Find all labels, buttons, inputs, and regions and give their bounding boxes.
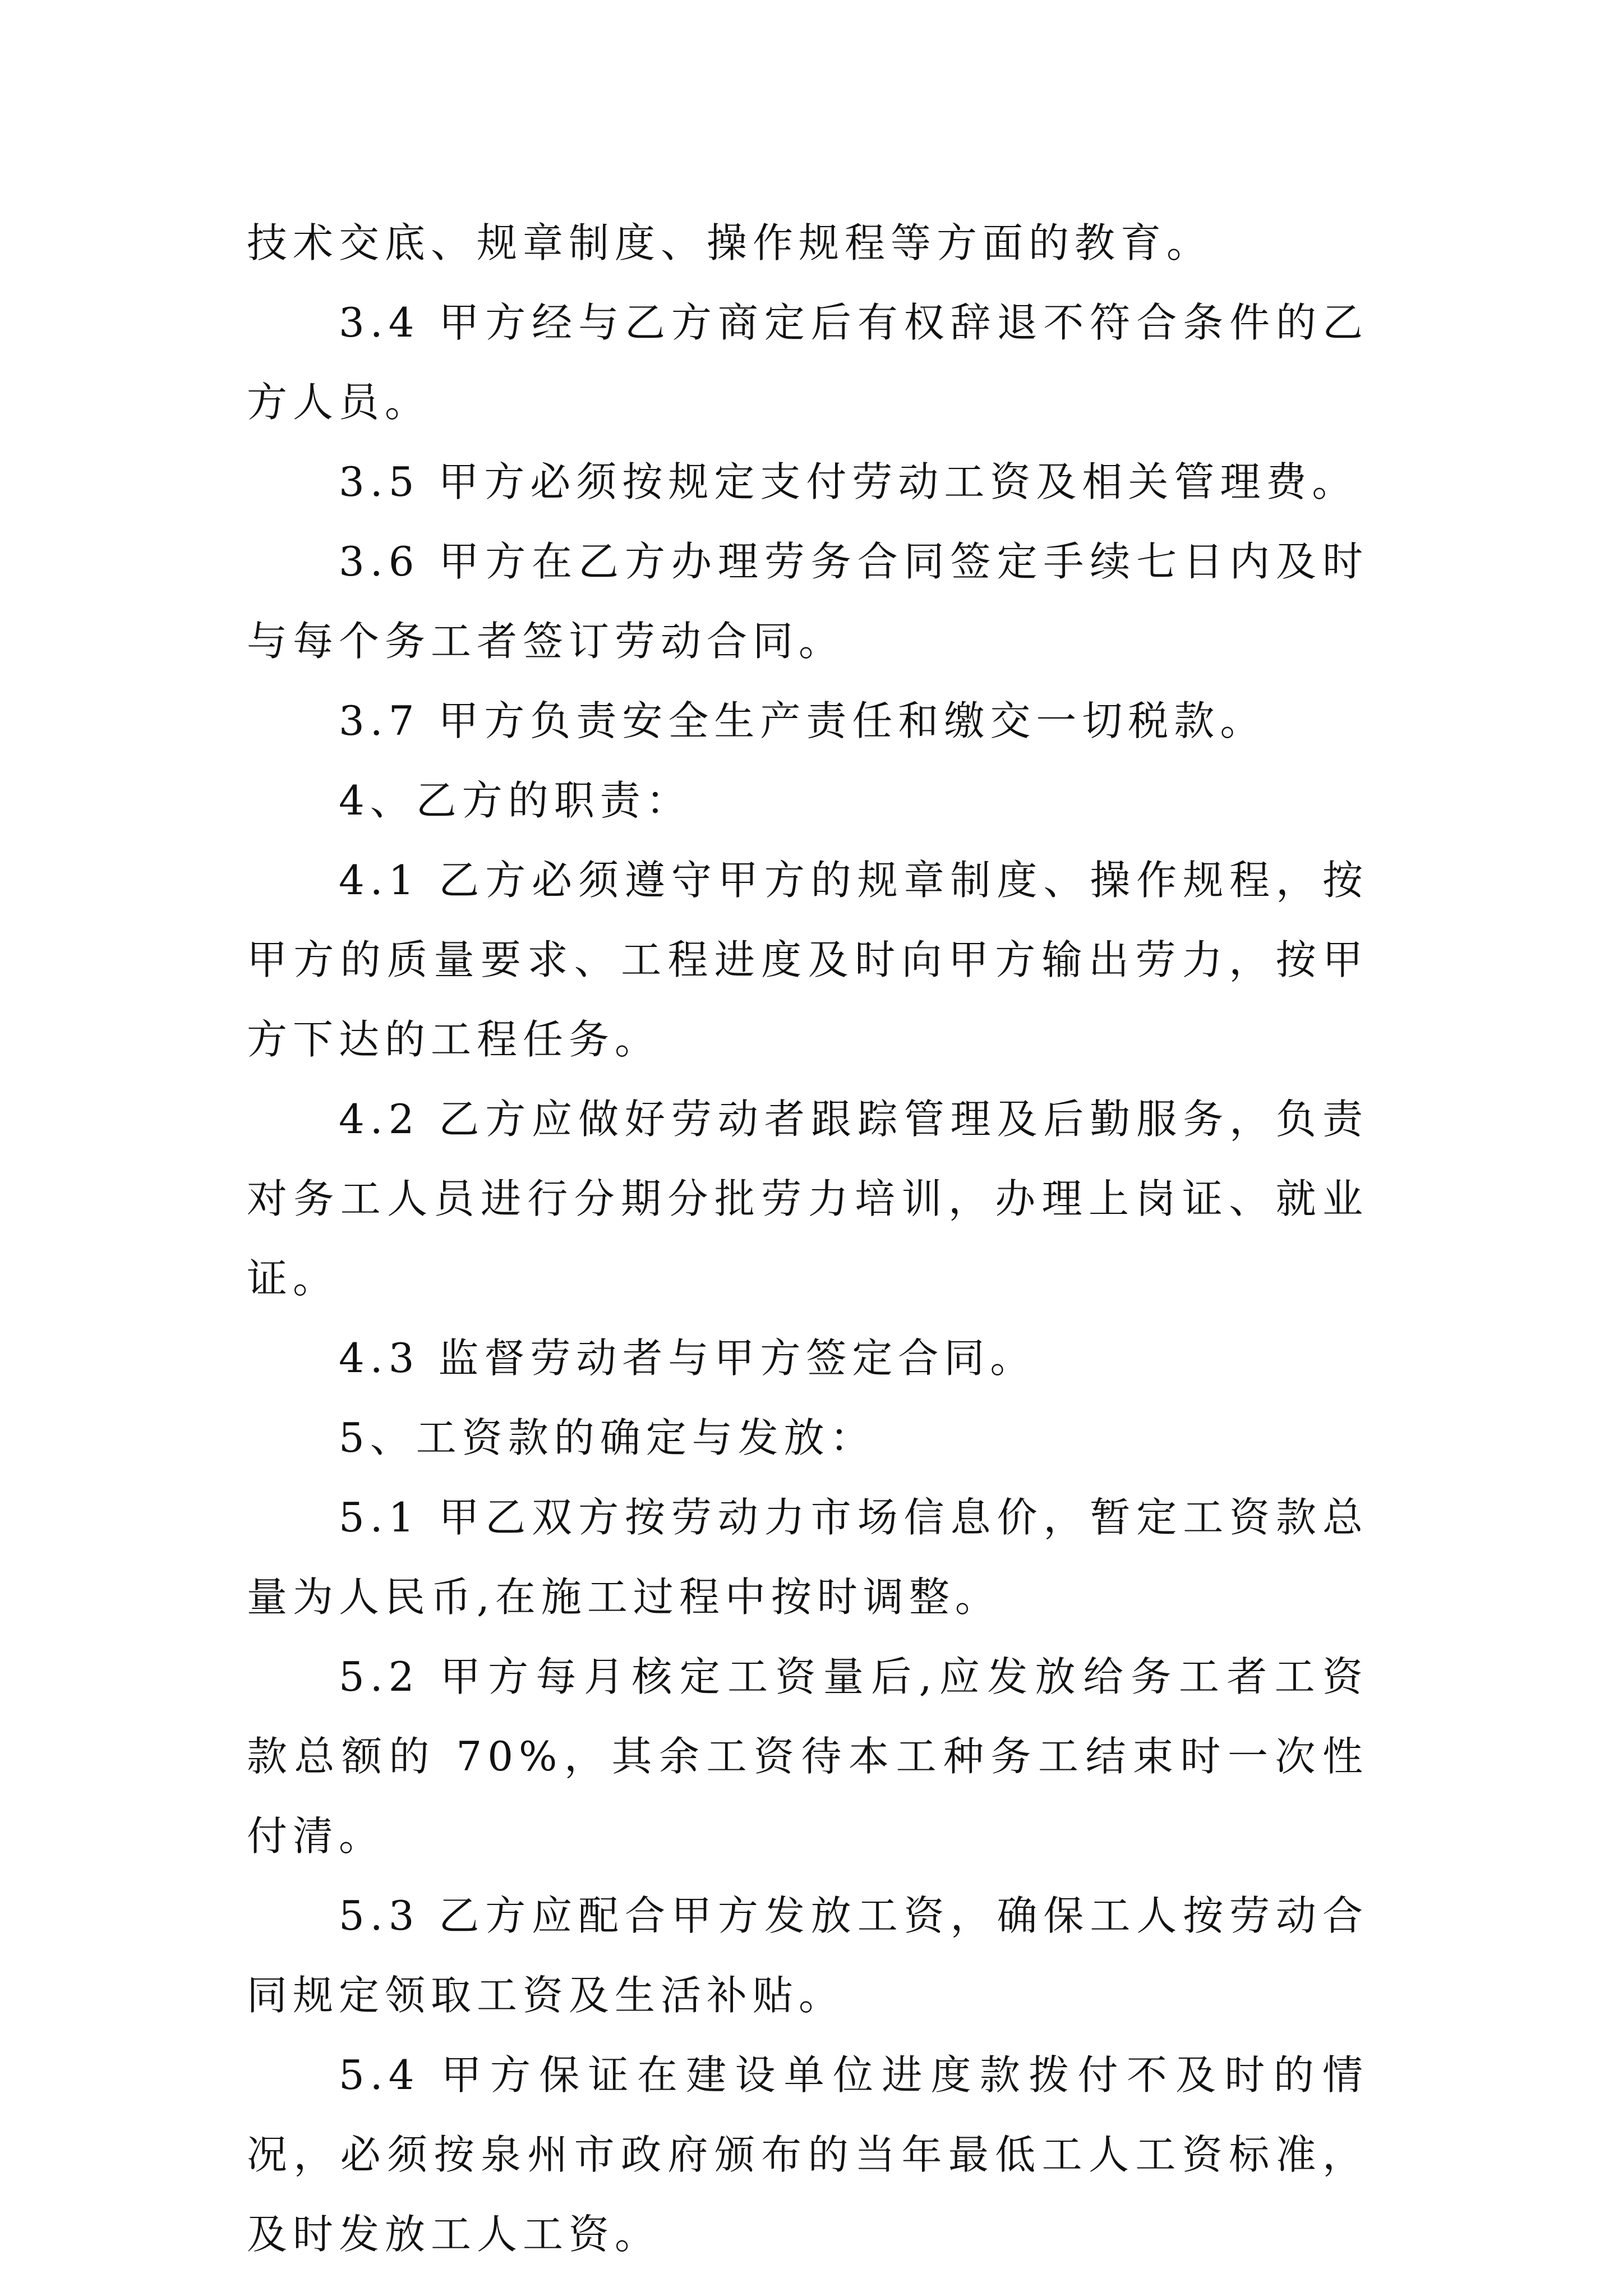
section-heading-4: 4、乙方的职责： — [339, 777, 692, 824]
paragraph-4-2: 4.2 乙方应做好劳动者跟踪管理及后勤服务，负责对务工人员进行分期分批劳力培训，办理上岗证、就业证。 — [247, 1096, 1368, 1302]
paragraph-4-3: 4.3 监督劳动者与甲方签定合同。 — [339, 1335, 1036, 1382]
paragraph-5-3: 5.3 乙方应配合甲方发放工资，确保工人按劳动合同规定领取工资及生活补贴。 — [247, 1892, 1368, 2019]
paragraph-5-4: 5.4 甲方保证在建设单位进度款拨付不及时的情况，必须按泉州市政府颁布的当年最低工人工资标准，及时发放工人工资。 — [247, 2051, 1368, 2258]
document-body — [247, 203, 1368, 2274]
paragraph-3-6: 3.6 甲方在乙方办理劳务合同签定手续七日内及时与每个务工者签订劳动合同。 — [247, 538, 1368, 665]
paragraph-3-7: 3.7 甲方负责安全生产责任和缴交一切税款。 — [339, 697, 1266, 744]
paragraph-3-4: 3.4 甲方经与乙方商定后有权辞退不符合条件的乙方人员。 — [247, 299, 1368, 426]
section-heading-5: 5、工资款的确定与发放： — [339, 1414, 876, 1461]
paragraph-continuation: 技术交底、规章制度、操作规程等方面的教育。 — [247, 219, 1213, 266]
paragraph-4-1: 4.1 乙方必须遵守甲方的规章制度、操作规程，按甲方的质量要求、工程进度及时向甲方输出劳力，按甲方下达的工程任务。 — [247, 857, 1368, 1063]
paragraph-5-1: 5.1 甲乙双方按劳动力市场信息价，暂定工资款总量为人民币,在施工过程中按时调整。 — [247, 1494, 1368, 1621]
paragraph-5-2: 5.2 甲方每月核定工资量后,应发放给务工者工资款总额的 70%，其余工资待本工种务工结束时一次性付清。 — [247, 1653, 1368, 1860]
paragraph-3-5: 3.5 甲方必须按规定支付劳动工资及相关管理费。 — [339, 458, 1358, 505]
